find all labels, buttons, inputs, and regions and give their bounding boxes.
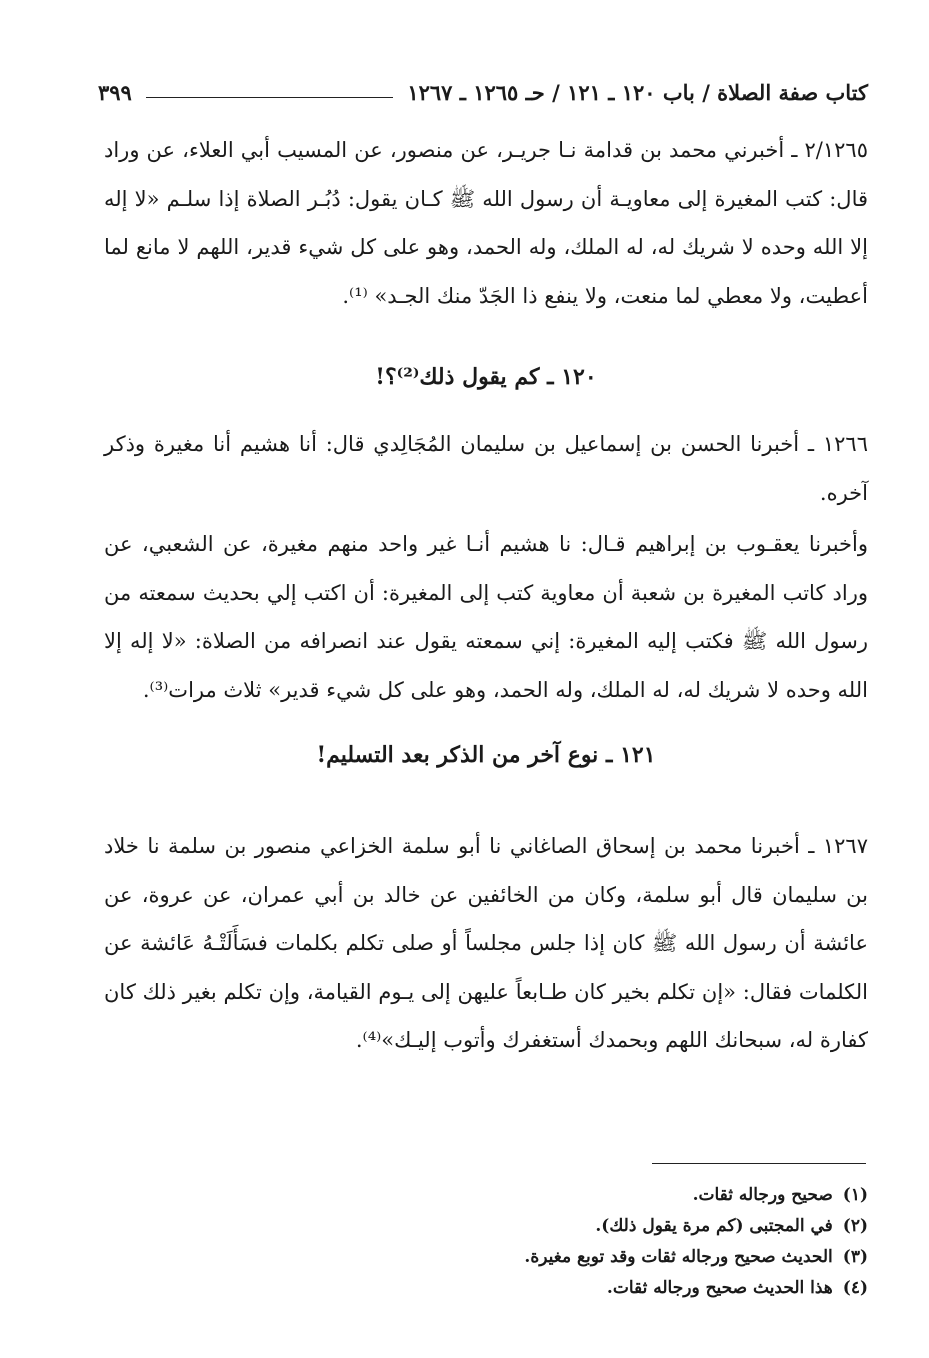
header-rule [146,97,393,98]
footnote-item [300,1273,868,1304]
chapter-heading-120: ١٢٠ ـ كم يقول ذلك⁽²⁾؟! [375,364,597,390]
footnote-separator [652,1163,866,1164]
footnote-item [300,1242,868,1273]
footnote-text: في المجتبى (كم مرة يقول ذلك). [595,1216,833,1236]
footnotes [300,1180,868,1304]
page-number: ٣٩٩ [98,79,132,105]
hadith-1266-continued [104,520,868,714]
footnote-number: (٢) [842,1216,868,1236]
footnote-text: هذا الحديث صحيح ورجاله ثقات. [606,1278,833,1298]
paragraph-text: ٢/١٢٦٥ ـ أخبرني محمد بن قدامة نـا جريـر، عن منصور، عن المسيب أبي العلاء، عن وراد قال: كتب المغيرة إلى معاويـة أن رسول الله ﷺ كـان يقول: دُبُـر الصلاة إذا سلـم «لا إله إلا الله وحده لا شريك له، له الملك، وله الحمد، وهو على كل شيء قدير، اللهم لا مانع لما أعطيت، ولا معطي لما منعت، ولا ينفع ذا الجَدّ منك الجـد» ⁽¹⁾. [104,138,868,308]
paragraph-text: ١٢٦٦ ـ أخبرنا الحسن بن إسماعيل بن سليمان المُجَالِدي قال: أنا هشيم أنا مغيرة وذكر آخره. [104,432,868,505]
running-header [98,74,868,110]
hadith-1265 [104,126,868,320]
footnote-number: (١) [842,1185,868,1205]
hadith-1266 [104,420,868,517]
chapter-heading-121: ١٢١ ـ نوع آخر من الذكر بعد التسليم! [316,742,656,768]
footnote-number: (٣) [842,1247,868,1267]
footnote-number: (٤) [842,1278,868,1298]
footnote-item [300,1211,868,1242]
footnote-text: صحيح ورجاله ثقات. [692,1185,833,1205]
paragraph-text: ١٢٦٧ ـ أخبرنا محمد بن إسحاق الصاغاني نا أبو سلمة الخزاعي منصور بن سلمة نا خلاد بن سليمان قال أبو سلمة، وكان من الخائفين عن خالد بن أبي عمران، عن عروة، عن عائشة أن رسول الله ﷺ كان إذا جلس مجلساً أو صلى تكلم بكلمات فسَأَلَتْـهُ عَائشة عن الكلمات فقال: «إن تكلم بخير كان طـابعاً عليهن إلى يـوم القيامة، وإن تكلم بغير ذلك كان كفارة له، سبحانك اللهم وبحمدك أستغفرك وأتوب إليـك»⁽⁴⁾. [104,834,868,1052]
footnote-item [300,1180,868,1211]
hadith-1267 [104,822,868,1065]
footnote-text: الحديث صحيح ورجاله ثقات وقد توبع مغيرة. [524,1247,833,1267]
header-title: كتاب صفة الصلاة / باب ١٢٠ ـ ١٢١ / حـ ١٢٦٥ ـ ١٢٦٧ [407,79,868,105]
paragraph-text: وأخبرنا يعقـوب بن إبراهيم قـال: نا هشيم أنـا غير واحد منهم مغيرة، عن الشعبي، عن وراد كاتب المغيرة بن شعبة أن معاوية كتب إلى المغيرة: أن اكتب إلي بحديث سمعته من رسول الله ﷺ فكتب إليه المغيرة: إني سمعته يقول عند انصرافه من الصلاة: «لا إله إلا الله وحده لا شريك له، له الملك، وله الحمد، وهو على كل شيء قدير» ثلاث مرات⁽³⁾. [104,532,868,702]
